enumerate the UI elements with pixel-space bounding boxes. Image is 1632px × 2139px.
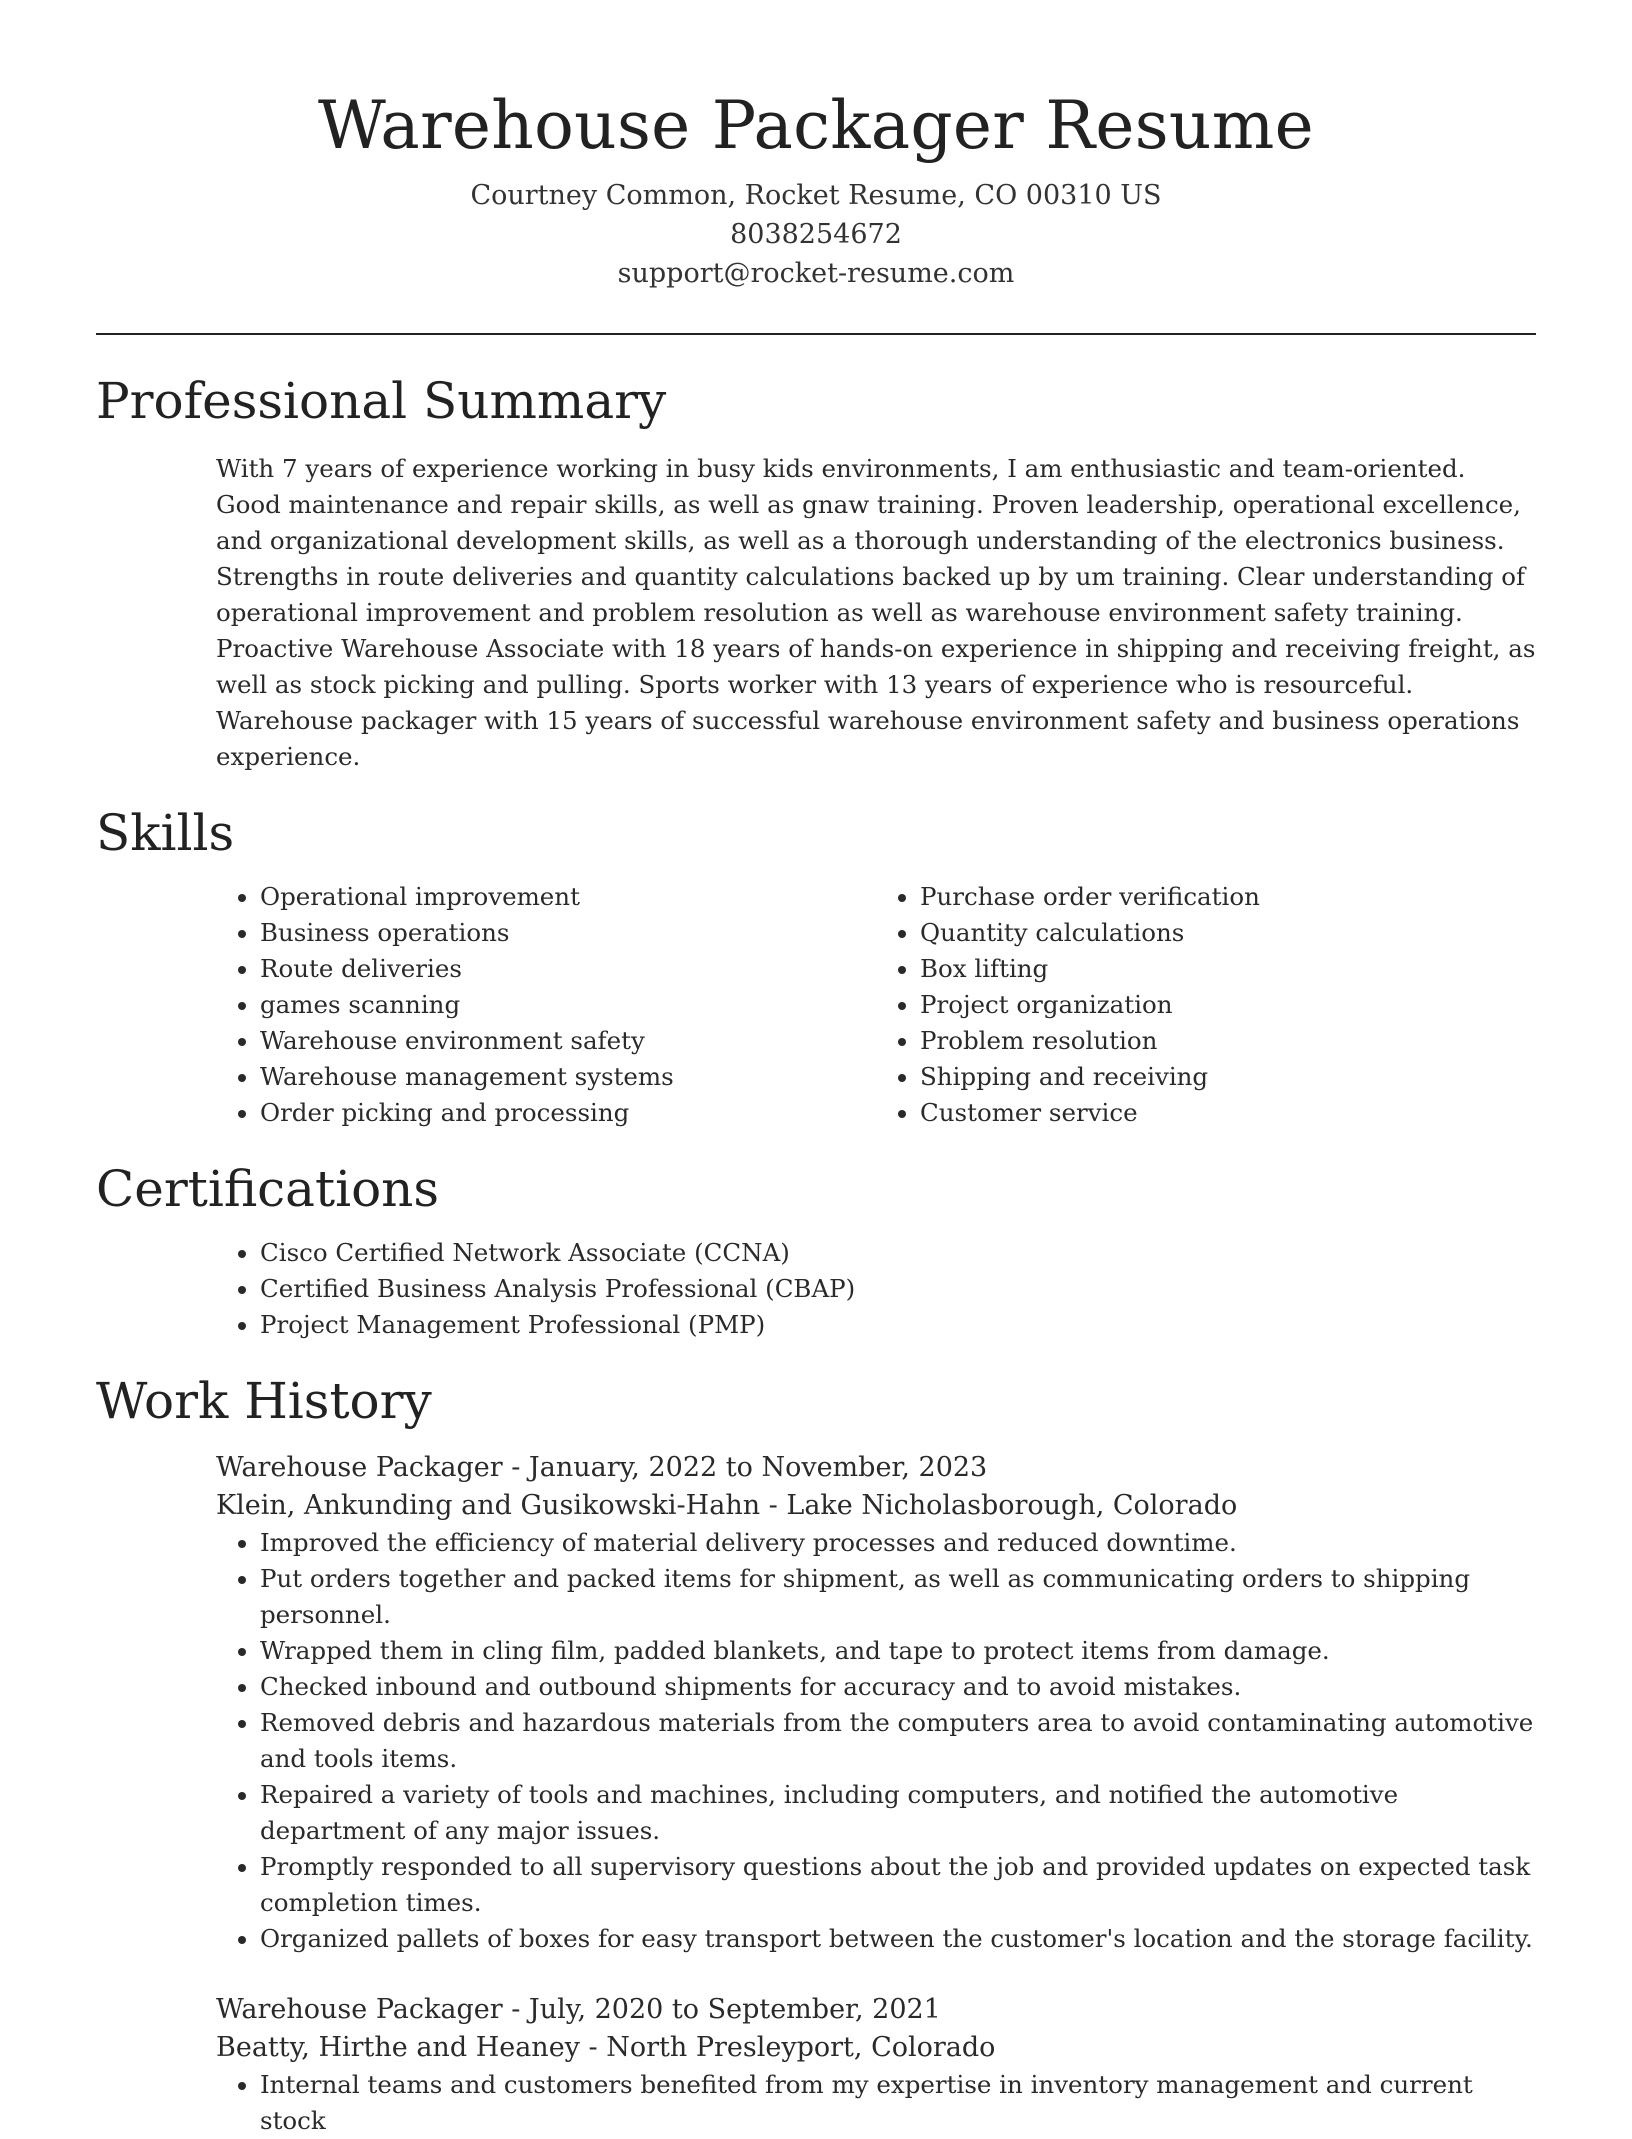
job-duty: • Wrapped them in cling film, padded blankets, and tape to protect items from damage. [260, 1633, 1536, 1669]
skill-item: • Route deliveries [260, 951, 876, 987]
job-duty: • Repaired a variety of tools and machines, including computers, and notified the automotive department of any major issues. [260, 1777, 1536, 1849]
resume-title: Warehouse Packager Resume [318, 87, 1314, 164]
skill-item: • Operational improvement [260, 879, 876, 915]
work-history-section [96, 1371, 1536, 2139]
job-duty: • Improved the efficiency of material delivery processes and reduced downtime. [260, 1525, 1536, 1561]
contact-block [96, 176, 1536, 293]
skill-item: • Business operations [260, 915, 876, 951]
header-divider [96, 333, 1536, 335]
job-company-line: Beatty, Hirthe and Heaney - North Presleyport, Colorado [216, 2032, 996, 2063]
skills-list-right [876, 879, 1536, 1131]
certifications-heading: Certifications [96, 1160, 440, 1218]
skills-section [96, 803, 1536, 1131]
job-entry [216, 1991, 1536, 2139]
job-duty: • Promptly responded to all supervisory questions about the job and provided updates on expected task completion times. [260, 1849, 1536, 1921]
job-entry [216, 1449, 1536, 1957]
skill-item: • Warehouse management systems [260, 1059, 876, 1095]
skills-grid [216, 879, 1536, 1131]
certification-item: • Project Management Professional (PMP) [260, 1307, 1536, 1343]
skill-item: • Customer service [920, 1095, 1536, 1131]
contact-address: Courtney Common, Rocket Resume, CO 00310 US [470, 180, 1162, 211]
job-duty: • Organized pallets of boxes for easy transport between the customer's location and the storage facility. [260, 1921, 1536, 1957]
certification-item: • Certified Business Analysis Professional (CBAP) [260, 1271, 1536, 1307]
skills-list-left [216, 879, 876, 1131]
certifications-section [96, 1159, 1536, 1343]
skill-item: • Order picking and processing [260, 1095, 876, 1131]
certifications-list [216, 1235, 1536, 1343]
job-company-line: Klein, Ankunding and Gusikowski-Hahn - Lake Nicholasborough, Colorado [216, 1490, 1238, 1521]
work-history-heading: Work History [96, 1372, 432, 1430]
job-title-line: Warehouse Packager - January, 2022 to November, 2023 [216, 1452, 988, 1483]
job-title-line: Warehouse Packager - July, 2020 to September, 2021 [216, 1994, 941, 2025]
summary-text: With 7 years of experience working in busy kids environments, I am enthusiastic and team-oriented. Good maintenance and repair skills, as well as gnaw training. Proven leadership, operational excellence, and organizational development skills, as well as a thorough understanding of the electronics business. Strengths in route deliveries and quantity calculations backed up by um training. Clear understanding of operational improvement and problem resolution as well as warehouse environment safety training. Proactive Warehouse Associate with 18 years of hands-on experience in shipping and receiving freight, as well as stock picking and pulling. Sports worker with 13 years of experience who is resourceful. Warehouse packager with 15 years of successful warehouse environment safety and business operations experience. [216, 454, 1536, 771]
skill-item: • Box lifting [920, 951, 1536, 987]
contact-phone: 8038254672 [730, 219, 902, 250]
skill-item: • Warehouse environment safety [260, 1023, 876, 1059]
certification-item: • Cisco Certified Network Associate (CCNA) [260, 1235, 1536, 1271]
skill-item: • Shipping and receiving [920, 1059, 1536, 1095]
contact-email: support@rocket-resume.com [617, 258, 1015, 289]
job-duty: • Removed debris and hazardous materials from the computers area to avoid contaminating automotive and tools items. [260, 1705, 1536, 1777]
skill-item: • Quantity calculations [920, 915, 1536, 951]
job-duty: • Checked inbound and outbound shipments for accuracy and to avoid mistakes. [260, 1669, 1536, 1705]
job-duties-list [216, 1525, 1536, 1957]
job-duty: • Put orders together and packed items for shipment, as well as communicating orders to shipping personnel. [260, 1561, 1536, 1633]
resume-header [96, 0, 1536, 293]
skills-heading: Skills [96, 804, 235, 862]
skill-item: • games scanning [260, 987, 876, 1023]
summary-heading: Professional Summary [96, 372, 667, 430]
job-duty: • Internal teams and customers benefited from my expertise in inventory management and current stock [260, 2067, 1536, 2139]
skill-item: • Project organization [920, 987, 1536, 1023]
job-duties-list [216, 2067, 1536, 2139]
skill-item: • Purchase order verification [920, 879, 1536, 915]
summary-section [96, 371, 1536, 775]
skill-item: • Problem resolution [920, 1023, 1536, 1059]
certifications-body [216, 1235, 1536, 1343]
